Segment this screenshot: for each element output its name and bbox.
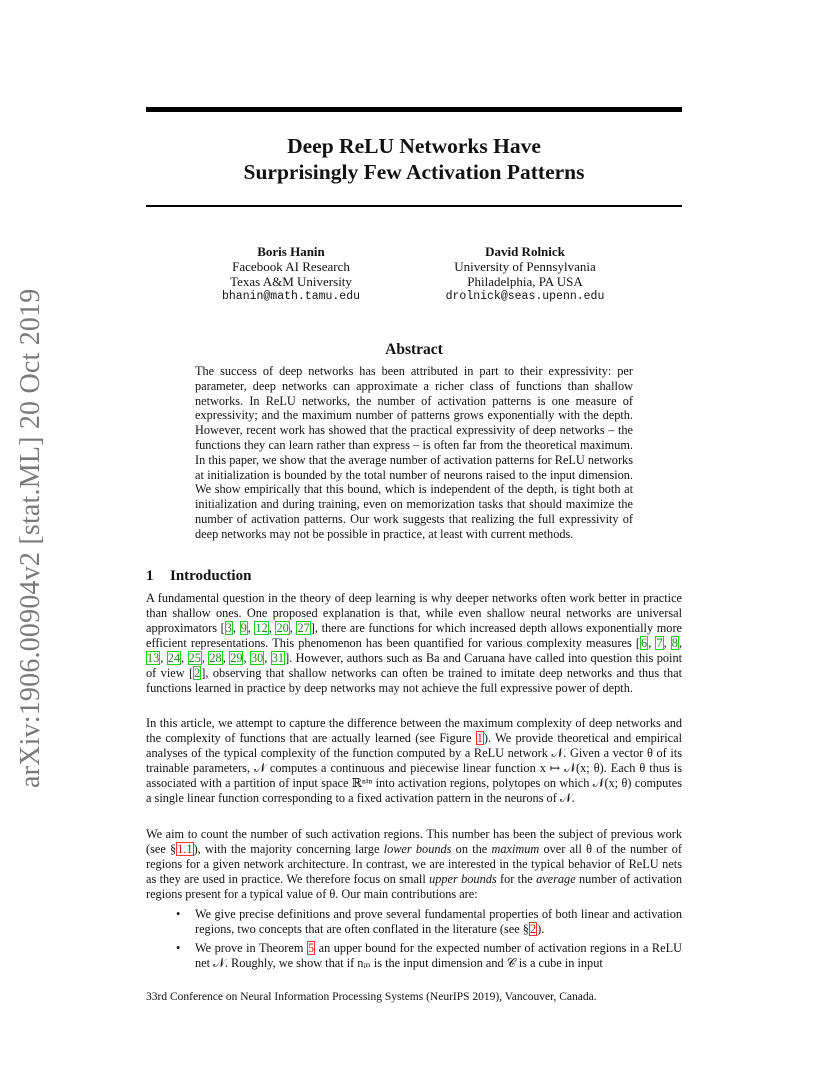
- title-top-rule: [146, 107, 682, 112]
- theorem-ref-link[interactable]: 5: [307, 941, 315, 955]
- abstract-heading: Abstract: [385, 341, 443, 358]
- citation-link[interactable]: 20: [276, 621, 289, 635]
- citation-link[interactable]: 3: [225, 621, 232, 635]
- author-block-1: [196, 244, 386, 304]
- author-name: David Rolnick: [485, 244, 565, 259]
- bullet-icon: •: [176, 941, 181, 955]
- bullet-icon: •: [176, 907, 181, 921]
- citation-link[interactable]: 25: [188, 651, 201, 665]
- citation-link[interactable]: 6: [641, 636, 648, 650]
- emphasis: maximum: [491, 842, 540, 856]
- citation-link[interactable]: 29: [230, 651, 243, 665]
- section-ref-link[interactable]: 2: [529, 922, 537, 936]
- citation-link[interactable]: 7: [656, 636, 663, 650]
- citation-link[interactable]: 12: [255, 621, 268, 635]
- abstract-body: The success of deep networks has been attributed in part to their expressivity: per parameter, deep networks can approximate a richer class of functions than shallow networks. In ReLU networks, the number of activation patterns is one measure of expressivity; and the maximum number of patterns grows exponentially with the depth. However, recent work has showed that the practical expressivity of deep networks – the functions they can learn rather than express – is often far from the theoretical maximum. In this paper, we show that the average number of activation patterns for ReLU networks at initialization is bounded by the total number of neurons raised to the input dimension. We show empirically that this bound, which is independent of the depth, is tight both at initialization and during training, even on memorization tasks that should maximize the number of activation patterns. Our work suggests that realizing the full expressivity of deep networks may not be possible in practice, at least with current methods.: [195, 364, 633, 541]
- paper-title: [146, 133, 682, 185]
- text-run: In this article, we attempt to capture the difference between the maximum complexity of deep networks and the complexity of functions that are actually learned (see Figure: [146, 716, 682, 745]
- citation-link[interactable]: 13: [147, 651, 160, 665]
- author-email[interactable]: drolnick@seas.upenn.edu: [445, 290, 605, 303]
- text-run: We prove in Theorem: [195, 941, 307, 955]
- intro-paragraph-1: A fundamental question in the theory of deep learning is why deeper networks often work better in practice than shallow ones. One proposed explanation is that, while even shallow neural networks are universal approximators [3, 9, 12, 20, 27], there are functions for which increased depth allows exponentially more efficient representations. This phenomenon has been quantified for various complexity measures [6, 7, 8, 13, 24, 25, 28, 29, 30, 31]. However, authors such as Ba and Caruana have called into question this point of view [2], observing that shallow networks can often be trained to imitate deep networks and thus that functions learned in practice by deep networks may not achieve the full expressive power of depth.: [146, 591, 683, 695]
- text-run: for the: [496, 872, 537, 886]
- citation-link[interactable]: 31: [271, 651, 285, 665]
- conference-footer: 33rd Conference on Neural Information Processing Systems (NeurIPS 2019), Vancouver, Canada.: [146, 991, 597, 1003]
- text-run: on the: [451, 842, 492, 856]
- section-ref-link[interactable]: 1.1: [177, 842, 193, 856]
- text-run: A fundamental question in the theory of deep learning is why deeper networks often work better in practice than shallow ones. One proposed explanation is that, while even shallow neural networks are universal approximators [: [146, 591, 682, 635]
- author-block-2: [420, 244, 630, 304]
- title-line-1: Deep ReLU Networks Have: [287, 134, 541, 158]
- citation-link[interactable]: 24: [167, 651, 181, 665]
- author-affiliation: Texas A&M University: [230, 274, 352, 289]
- citation-link[interactable]: 28: [209, 651, 222, 665]
- figure-ref-link[interactable]: 1: [476, 731, 483, 745]
- text-run: ). We provide theoretical and empirical analyses of the typical complexity of the function computed by a ReLU network 𝒩. Given a vector θ of its trainable parameters, 𝒩 computes a continuous and piecewise linear function x ↦ 𝒩(x; θ). Each θ thus is associated with a partition of input space ℝⁿⁱⁿ into activation regions, polytopes on which 𝒩(x; θ) computes a single linear function corresponding to a fixed activation pattern in the neurons of 𝒩.: [146, 731, 682, 805]
- text-run: ).: [537, 922, 545, 936]
- intro-paragraph-2: [146, 716, 682, 806]
- citation-link[interactable]: 2: [194, 666, 201, 680]
- citation-link[interactable]: 8: [671, 636, 678, 650]
- emphasis: average: [536, 872, 576, 886]
- text-run: ), with the majority concerning large: [193, 842, 384, 856]
- text-run: ]. However, authors such as Ba and Caruana have called into question this point of view [: [146, 651, 683, 680]
- section-number: 1: [146, 568, 154, 584]
- intro-paragraph-3: [146, 827, 682, 902]
- author-email[interactable]: bhanin@math.tamu.edu: [221, 290, 361, 303]
- author-affiliation: Facebook AI Research: [232, 259, 350, 274]
- section-heading-introduction: [146, 568, 251, 585]
- citation-link[interactable]: 27: [297, 621, 310, 635]
- title-line-2: Surprisingly Few Activation Patterns: [243, 160, 585, 184]
- arxiv-stamp: arXiv:1906.00904v2 [stat.ML] 20 Oct 2019: [15, 288, 46, 788]
- emphasis: lower bounds: [383, 842, 452, 856]
- citation-link[interactable]: 30: [250, 651, 264, 665]
- text-run: number of activation regions present for a typical value of θ. Our main contributions are:: [146, 872, 682, 901]
- bullet-text: [195, 907, 682, 937]
- text-run: We give precise definitions and prove several fundamental properties of both linear and activation regions, two concepts that are often conflated in the literature (see §: [195, 907, 682, 936]
- text-run: ], there are functions for which increased depth allows exponentially more efficient representations. This phenomenon has been quantified for various complexity measures [: [146, 621, 682, 650]
- title-bottom-rule: [146, 205, 682, 207]
- text-run: We aim to count the number of such activation regions. This number has been the subject of previous work (see §: [146, 827, 682, 856]
- author-affiliation: Philadelphia, PA USA: [467, 274, 583, 289]
- section-title: Introduction: [170, 568, 252, 584]
- author-name: Boris Hanin: [257, 244, 325, 259]
- citation-link[interactable]: 9: [240, 621, 247, 635]
- text-run: ], observing that shallow networks can often be trained to imitate deep networks and thus that functions learned in practice by deep networks may not achieve the full expressive power of depth.: [146, 666, 682, 695]
- text-run: an upper bound for the expected number of activation regions in a ReLU net 𝒩. Roughly, we show that if nᵢₙ is the input dimension and 𝒞 is a cube in input: [195, 941, 682, 970]
- bullet-text: [195, 941, 682, 971]
- emphasis: upper bounds: [429, 872, 497, 886]
- author-affiliation: University of Pennsylvania: [454, 259, 596, 274]
- text-run: over all θ of the number of regions for a given network architecture. In contrast, we are interested in the typical behavior of ReLU nets as they are used in practice. We therefore focus on small: [146, 842, 682, 886]
